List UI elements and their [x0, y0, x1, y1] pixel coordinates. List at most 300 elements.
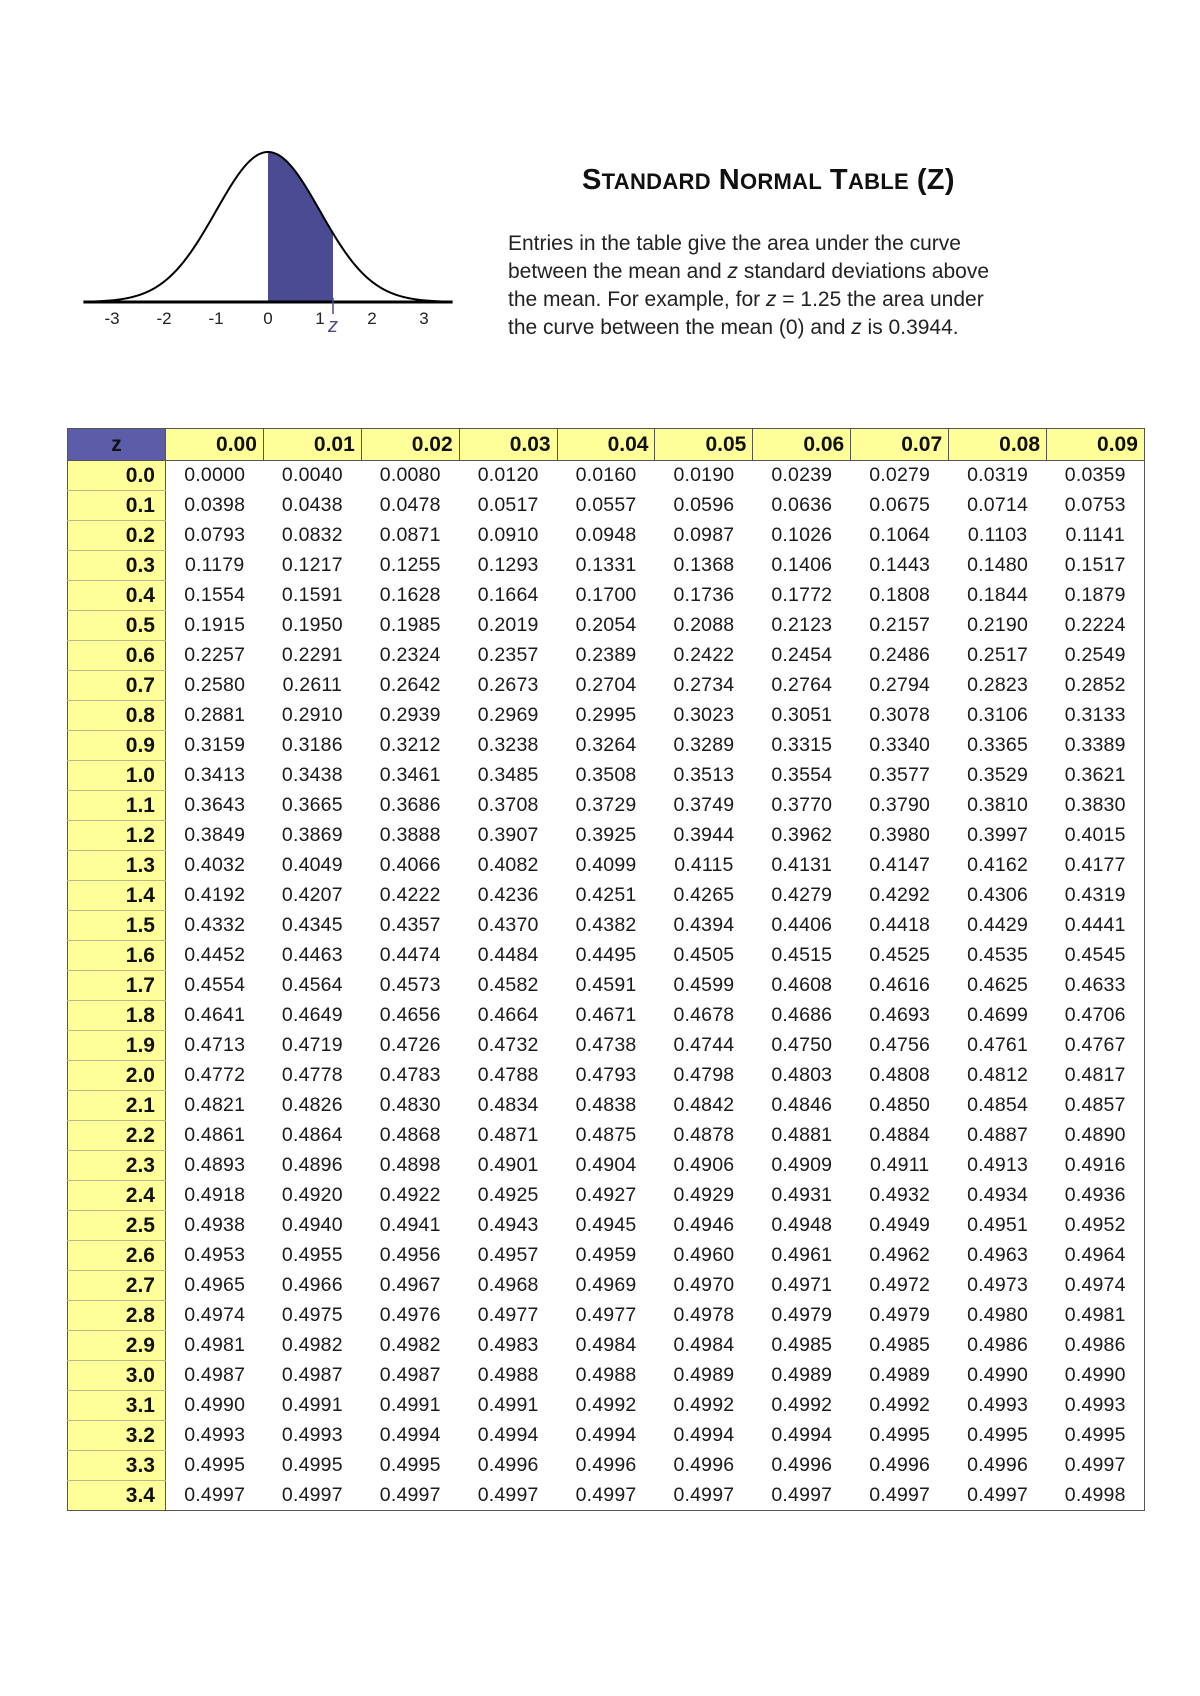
table-row	[68, 461, 1145, 491]
area-cell: 0.4951	[967, 1214, 1028, 1236]
row-z-value: 0.2	[68, 521, 166, 551]
table-row	[68, 521, 1145, 551]
area-cell: 0.2939	[379, 704, 441, 726]
area-cell: 0.4988	[575, 1364, 637, 1386]
area-cell: 0.4989	[771, 1364, 833, 1386]
area-cell: 0.4292	[869, 884, 931, 906]
area-cell: 0.4952	[1047, 1211, 1145, 1241]
area-cell: 0.4994	[575, 1424, 637, 1446]
row-z-value: 0.4	[68, 581, 166, 611]
area-cell: 0.3485	[477, 764, 539, 786]
area-cell: 0.2995	[575, 704, 637, 726]
area-cell: 0.4864	[281, 1124, 343, 1146]
table-row	[68, 1481, 1145, 1511]
area-cell: 0.4887	[967, 1124, 1028, 1146]
table-row	[68, 581, 1145, 611]
area-cell: 0.4418	[869, 914, 931, 936]
area-cell: 0.4993	[967, 1394, 1028, 1416]
area-cell: 0.4306	[967, 884, 1028, 906]
area-cell: 0.3023	[673, 704, 735, 726]
area-cell: 0.4996	[869, 1454, 931, 1476]
area-cell: 0.3340	[869, 734, 931, 756]
area-cell: 0.0948	[575, 524, 637, 546]
area-cell: 0.1406	[771, 554, 833, 576]
area-cell: 0.3708	[477, 794, 539, 816]
area-cell: 0.3621	[1047, 761, 1145, 791]
area-cell: 0.2673	[477, 674, 539, 696]
normal-curve-figure	[82, 150, 502, 370]
row-z-value: 3.4	[68, 1481, 166, 1511]
column-header: 0.09	[1047, 429, 1145, 461]
column-header: 0.04	[557, 429, 655, 461]
area-cell: 0.3849	[184, 824, 246, 846]
table-row	[68, 971, 1145, 1001]
area-cell: 0.4881	[771, 1124, 833, 1146]
area-cell: 0.2549	[1047, 641, 1145, 671]
table-row	[68, 1271, 1145, 1301]
table-row	[68, 1211, 1145, 1241]
table-row	[68, 761, 1145, 791]
area-cell: 0.1844	[967, 584, 1028, 606]
z-table	[67, 428, 1145, 1511]
area-cell: 0.3159	[184, 734, 246, 756]
table-row	[68, 731, 1145, 761]
area-cell: 0.4973	[967, 1274, 1028, 1296]
area-cell: 0.3238	[477, 734, 539, 756]
area-cell: 0.4162	[967, 854, 1028, 876]
area-cell: 0.2357	[477, 644, 539, 666]
area-cell: 0.3770	[771, 794, 833, 816]
row-z-value: 3.0	[68, 1361, 166, 1391]
table-row	[68, 941, 1145, 971]
area-cell: 0.0478	[379, 494, 441, 516]
area-cell: 0.0557	[575, 494, 637, 516]
table-row	[68, 1421, 1145, 1451]
row-z-value: 1.9	[68, 1031, 166, 1061]
area-cell: 0.4131	[771, 854, 833, 876]
area-cell: 0.3643	[184, 794, 246, 816]
area-cell: 0.1141	[1047, 521, 1145, 551]
area-cell: 0.4997	[166, 1481, 264, 1511]
area-cell: 0.0359	[1047, 461, 1145, 491]
area-cell: 0.1700	[575, 584, 637, 606]
area-cell: 0.4971	[771, 1274, 833, 1296]
table-row	[68, 1301, 1145, 1331]
area-cell: 0.4251	[575, 884, 637, 906]
area-cell: 0.4995	[869, 1424, 931, 1446]
area-cell: 0.0987	[673, 524, 735, 546]
area-cell: 0.1772	[771, 584, 833, 606]
area-cell: 0.1480	[967, 554, 1028, 576]
area-cell: 0.4830	[379, 1094, 441, 1116]
area-cell: 0.4177	[1047, 851, 1145, 881]
area-cell: 0.4265	[673, 884, 735, 906]
area-cell: 0.4878	[673, 1124, 735, 1146]
area-cell: 0.4633	[1047, 971, 1145, 1001]
area-cell: 0.4686	[771, 1004, 833, 1026]
area-cell: 0.3729	[575, 794, 637, 816]
table-row	[68, 491, 1145, 521]
area-cell: 0.4984	[673, 1334, 735, 1356]
area-cell: 0.4441	[1047, 911, 1145, 941]
area-cell: 0.4922	[379, 1184, 441, 1206]
area-cell: 0.1293	[477, 554, 539, 576]
area-cell: 0.3438	[281, 764, 343, 786]
area-cell: 0.4994	[771, 1424, 833, 1446]
area-cell: 0.3051	[771, 704, 833, 726]
area-cell: 0.4911	[869, 1154, 930, 1176]
area-cell: 0.4943	[477, 1214, 539, 1236]
row-z-value: 1.5	[68, 911, 166, 941]
area-cell: 0.4222	[379, 884, 441, 906]
area-cell: 0.1517	[1047, 551, 1145, 581]
area-cell: 0.4099	[575, 854, 637, 876]
area-cell: 0.4987	[281, 1364, 343, 1386]
row-z-value: 1.7	[68, 971, 166, 1001]
area-cell: 0.4993	[184, 1424, 246, 1446]
area-cell: 0.2704	[575, 674, 637, 696]
area-cell: 0.4994	[379, 1424, 441, 1446]
area-cell: 0.4515	[771, 944, 833, 966]
area-cell: 0.4955	[281, 1244, 343, 1266]
area-cell: 0.4429	[967, 914, 1028, 936]
area-cell: 0.1808	[869, 584, 931, 606]
tick-label: 0	[263, 309, 273, 328]
row-z-value: 1.3	[68, 851, 166, 881]
area-cell: 0.4989	[673, 1364, 735, 1386]
area-cell: 0.4995	[1047, 1421, 1145, 1451]
area-cell: 0.4756	[869, 1034, 931, 1056]
area-cell: 0.1179	[184, 554, 245, 576]
tick-label: -1	[208, 309, 224, 328]
area-cell: 0.4931	[771, 1184, 833, 1206]
row-z-value: 2.9	[68, 1331, 166, 1361]
area-cell: 0.4861	[184, 1124, 246, 1146]
area-cell: 0.2823	[967, 674, 1028, 696]
area-cell: 0.4898	[379, 1154, 441, 1176]
area-cell: 0.4979	[869, 1304, 931, 1326]
area-cell: 0.0040	[281, 464, 343, 487]
area-cell: 0.4279	[771, 884, 833, 906]
area-cell: 0.0871	[379, 524, 441, 546]
area-cell: 0.4406	[771, 914, 833, 936]
area-cell: 0.4920	[281, 1184, 343, 1206]
area-cell: 0.2190	[967, 614, 1028, 636]
area-cell: 0.4564	[281, 974, 343, 996]
area-cell: 0.4850	[869, 1094, 931, 1116]
row-z-value: 2.1	[68, 1091, 166, 1121]
area-cell: 0.4015	[1047, 821, 1145, 851]
area-cell: 0.1985	[379, 614, 441, 636]
table-row	[68, 1331, 1145, 1361]
row-z-value: 2.5	[68, 1211, 166, 1241]
area-cell: 0.4082	[477, 854, 539, 876]
tick-label: 3	[419, 309, 429, 328]
area-cell: 0.4991	[477, 1394, 539, 1416]
area-cell: 0.4998	[1047, 1481, 1145, 1511]
area-cell: 0.4993	[1047, 1391, 1145, 1421]
area-cell: 0.4946	[673, 1214, 735, 1236]
area-cell: 0.4988	[477, 1364, 539, 1386]
table-row	[68, 551, 1145, 581]
area-cell: 0.4991	[379, 1394, 441, 1416]
table-row	[68, 671, 1145, 701]
area-cell: 0.4990	[184, 1394, 246, 1416]
area-cell: 0.4719	[281, 1034, 343, 1056]
area-cell: 0.4319	[1047, 881, 1145, 911]
area-cell: 0.2088	[673, 614, 735, 636]
table-row	[68, 1361, 1145, 1391]
area-cell: 0.0675	[869, 494, 931, 516]
area-cell: 0.3529	[967, 764, 1028, 786]
table-row	[68, 1391, 1145, 1421]
area-cell: 0.4842	[673, 1094, 735, 1116]
area-cell: 0.4956	[379, 1244, 441, 1266]
area-cell: 0.4664	[477, 1004, 539, 1026]
area-cell: 0.1736	[673, 584, 735, 606]
area-cell: 0.4732	[477, 1034, 539, 1056]
area-cell: 0.4993	[281, 1424, 343, 1446]
area-cell: 0.4608	[771, 974, 833, 996]
area-cell: 0.4986	[967, 1334, 1028, 1356]
area-cell: 0.4573	[379, 974, 441, 996]
area-cell: 0.4936	[1047, 1181, 1145, 1211]
area-cell: 0.3078	[869, 704, 931, 726]
area-cell: 0.4474	[379, 944, 441, 966]
area-cell: 0.4750	[771, 1034, 833, 1056]
row-z-value: 0.7	[68, 671, 166, 701]
area-cell: 0.4996	[477, 1454, 539, 1476]
area-cell: 0.0398	[184, 494, 246, 516]
area-cell: 0.4625	[967, 974, 1028, 996]
area-cell: 0.4981	[184, 1334, 246, 1356]
area-cell: 0.1628	[379, 584, 441, 606]
area-cell: 0.4463	[281, 944, 343, 966]
area-cell: 0.0120	[477, 464, 539, 487]
row-z-value: 0.0	[68, 461, 166, 491]
area-cell: 0.0239	[771, 464, 833, 487]
area-cell: 0.3461	[379, 764, 441, 786]
area-cell: 0.3830	[1047, 791, 1145, 821]
area-cell: 0.3869	[281, 824, 343, 846]
area-cell: 0.3212	[379, 734, 441, 756]
area-cell: 0.4649	[281, 1004, 343, 1026]
area-cell: 0.4981	[1047, 1301, 1145, 1331]
area-cell: 0.4599	[673, 974, 735, 996]
table-row	[68, 1451, 1145, 1481]
area-cell: 0.4871	[477, 1124, 539, 1146]
area-cell: 0.2123	[771, 614, 833, 636]
area-cell: 0.4357	[379, 914, 441, 936]
area-cell: 0.0190	[673, 464, 735, 487]
area-cell: 0.4945	[575, 1214, 637, 1236]
area-cell: 0.4994	[673, 1424, 735, 1446]
table-row	[68, 1241, 1145, 1271]
area-cell: 0.0080	[379, 464, 441, 487]
area-cell: 0.4990	[967, 1364, 1028, 1386]
area-cell: 0.4066	[379, 854, 441, 876]
area-cell: 0.4591	[575, 974, 637, 996]
area-cell: 0.4985	[869, 1334, 931, 1356]
area-cell: 0.4793	[575, 1064, 637, 1086]
area-cell: 0.2852	[1047, 671, 1145, 701]
area-cell: 0.4929	[673, 1184, 735, 1206]
area-cell: 0.3577	[869, 764, 931, 786]
area-cell: 0.3106	[967, 704, 1028, 726]
area-cell: 0.2389	[575, 644, 637, 666]
area-cell: 0.3962	[771, 824, 833, 846]
page-title: STANDARD NORMAL TABLE (Z)	[582, 164, 955, 196]
area-cell: 0.3413	[184, 764, 246, 786]
area-cell: 0.4147	[869, 854, 931, 876]
row-z-value: 0.5	[68, 611, 166, 641]
area-cell: 0.4370	[477, 914, 539, 936]
area-cell: 0.4980	[967, 1304, 1028, 1326]
area-cell: 0.0000	[184, 464, 246, 487]
area-cell: 0.4997	[851, 1481, 949, 1511]
area-cell: 0.4345	[281, 914, 343, 936]
area-cell: 0.0517	[477, 494, 539, 516]
area-cell: 0.4938	[184, 1214, 246, 1236]
area-cell: 0.4495	[575, 944, 637, 966]
area-cell: 0.0279	[869, 464, 931, 487]
area-cell: 0.4990	[1047, 1361, 1145, 1391]
table-row	[68, 881, 1145, 911]
area-cell: 0.2291	[281, 644, 343, 666]
row-z-value: 0.9	[68, 731, 166, 761]
area-cell: 0.4985	[771, 1334, 833, 1356]
area-cell: 0.1664	[477, 584, 539, 606]
axis-tick-labels	[104, 309, 428, 328]
area-cell: 0.3686	[379, 794, 441, 816]
area-cell: 0.4996	[967, 1454, 1028, 1476]
area-cell: 0.2881	[184, 704, 246, 726]
tick-label: -3	[104, 309, 120, 328]
table-description: Entries in the table give the area under the curve between the mean and z standard deviations above the mean. For example, for z = 1.25 the area under the curve between the mean (0) and z is 0.3944.	[508, 232, 990, 339]
area-cell: 0.3997	[967, 824, 1028, 846]
table-row	[68, 701, 1145, 731]
area-cell: 0.4925	[477, 1184, 539, 1206]
area-cell: 0.4846	[771, 1094, 833, 1116]
area-cell: 0.4772	[184, 1064, 246, 1086]
area-cell: 0.4976	[379, 1304, 441, 1326]
area-cell: 0.4857	[1047, 1091, 1145, 1121]
area-cell: 0.4505	[673, 944, 735, 966]
area-cell: 0.4995	[281, 1454, 343, 1476]
area-cell: 0.4969	[575, 1274, 637, 1296]
row-z-value: 0.8	[68, 701, 166, 731]
table-row	[68, 851, 1145, 881]
area-cell: 0.4049	[281, 854, 343, 876]
area-cell: 0.4332	[184, 914, 246, 936]
area-cell: 0.4997	[753, 1481, 851, 1511]
area-cell: 0.4979	[771, 1304, 833, 1326]
area-cell: 0.2422	[673, 644, 735, 666]
area-cell: 0.4992	[771, 1394, 833, 1416]
area-cell: 0.4986	[1047, 1331, 1145, 1361]
area-cell: 0.3749	[673, 794, 735, 816]
area-cell: 0.4995	[184, 1454, 246, 1476]
area-cell: 0.2324	[379, 644, 441, 666]
area-cell: 0.4893	[184, 1154, 246, 1176]
area-cell: 0.1331	[575, 554, 637, 576]
area-cell: 0.4868	[379, 1124, 441, 1146]
area-cell: 0.3315	[771, 734, 833, 756]
area-cell: 0.0636	[771, 494, 833, 516]
area-cell: 0.4997	[263, 1481, 361, 1511]
tick-label: 2	[367, 309, 377, 328]
area-cell: 0.1217	[281, 554, 343, 576]
column-header: 0.00	[166, 429, 264, 461]
area-cell: 0.4968	[477, 1274, 539, 1296]
table-row	[68, 911, 1145, 941]
row-z-value: 1.0	[68, 761, 166, 791]
area-cell: 0.4997	[459, 1481, 557, 1511]
area-cell: 0.4995	[379, 1454, 441, 1476]
area-cell: 0.4909	[771, 1154, 833, 1176]
table-row	[68, 791, 1145, 821]
row-z-value: 1.2	[68, 821, 166, 851]
area-cell: 0.2454	[771, 644, 833, 666]
area-cell: 0.4767	[1047, 1031, 1145, 1061]
area-cell: 0.2642	[379, 674, 441, 696]
area-cell: 0.4808	[869, 1064, 931, 1086]
row-z-value: 3.2	[68, 1421, 166, 1451]
row-z-value: 2.6	[68, 1241, 166, 1271]
area-cell: 0.3133	[1047, 701, 1145, 731]
area-cell: 0.4996	[771, 1454, 833, 1476]
area-cell: 0.3289	[673, 734, 735, 756]
table-row	[68, 611, 1145, 641]
area-cell: 0.4995	[967, 1424, 1028, 1446]
table-body	[68, 461, 1145, 1511]
area-cell: 0.4941	[379, 1214, 441, 1236]
area-cell: 0.4916	[1047, 1151, 1145, 1181]
area-cell: 0.3513	[673, 764, 735, 786]
area-cell: 0.4997	[655, 1481, 753, 1511]
row-z-value: 2.0	[68, 1061, 166, 1091]
area-cell: 0.2580	[184, 674, 246, 696]
area-cell: 0.4525	[869, 944, 931, 966]
area-cell: 0.4554	[184, 974, 246, 996]
area-cell: 0.4821	[184, 1094, 246, 1116]
area-cell: 0.1554	[184, 584, 246, 606]
area-cell: 0.3925	[575, 824, 637, 846]
area-cell: 0.4982	[379, 1334, 441, 1356]
area-cell: 0.3508	[575, 764, 637, 786]
area-cell: 0.4192	[184, 884, 246, 906]
row-z-value: 0.6	[68, 641, 166, 671]
area-cell: 0.4962	[869, 1244, 931, 1266]
row-z-value: 0.3	[68, 551, 166, 581]
area-cell: 0.4582	[477, 974, 539, 996]
table-row	[68, 1181, 1145, 1211]
area-cell: 0.2734	[673, 674, 735, 696]
column-header: 0.02	[361, 429, 459, 461]
shaded-area	[268, 152, 333, 302]
area-cell: 0.4803	[771, 1064, 833, 1086]
area-cell: 0.4966	[281, 1274, 343, 1296]
row-z-value: 1.6	[68, 941, 166, 971]
area-cell: 0.4535	[967, 944, 1028, 966]
area-cell: 0.4977	[575, 1304, 637, 1326]
area-cell: 0.4641	[184, 1004, 246, 1026]
area-cell: 0.0596	[673, 494, 735, 516]
area-cell: 0.3888	[379, 824, 441, 846]
tick-label: -2	[156, 309, 172, 328]
table-row	[68, 1061, 1145, 1091]
row-z-value: 1.1	[68, 791, 166, 821]
